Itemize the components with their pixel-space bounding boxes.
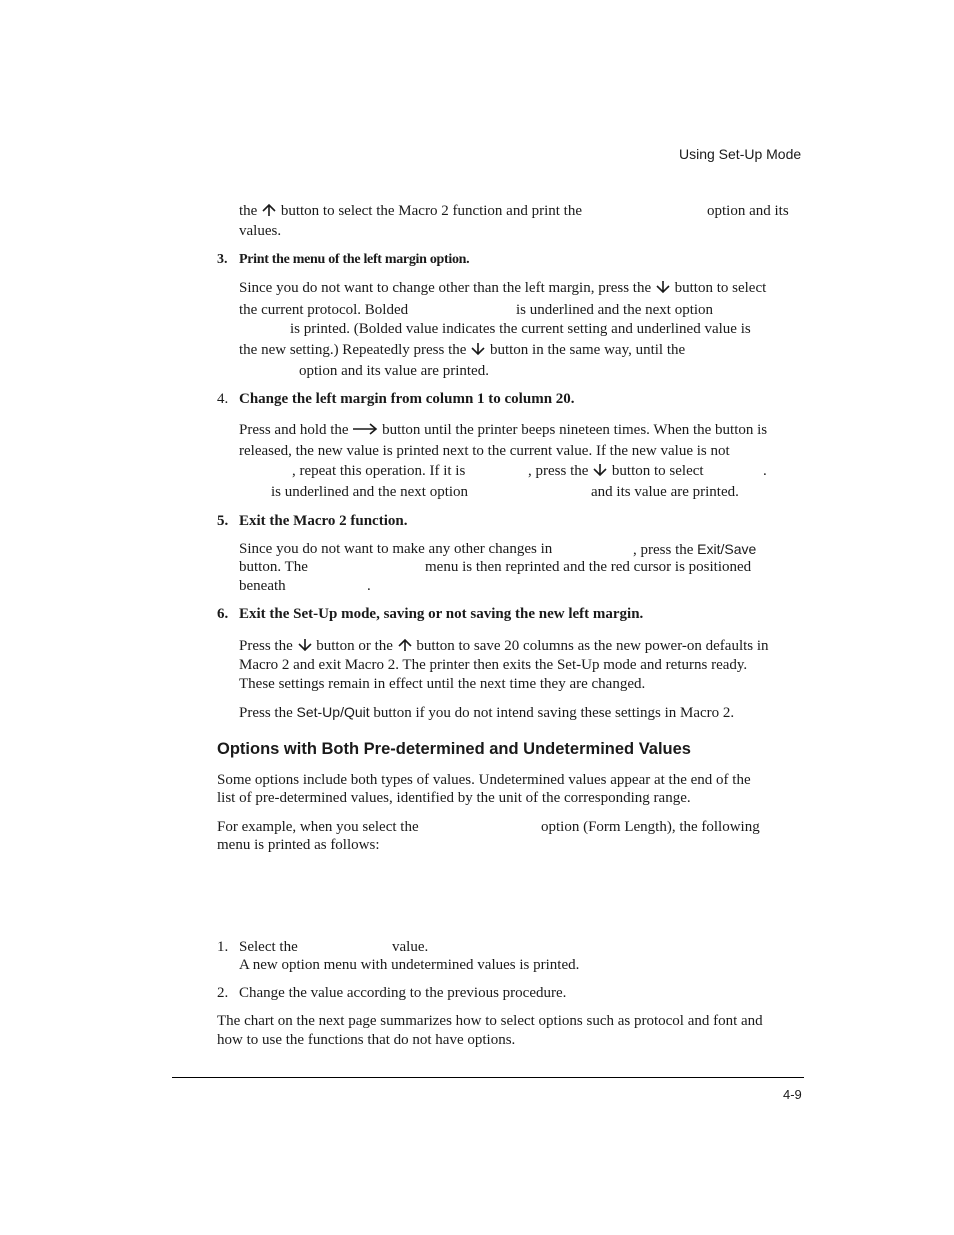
step-5-line-2b: menu is then reprinted and the red cursor is positioned (425, 559, 752, 575)
section-p2-line-2: menu is printed as follows: (217, 837, 380, 853)
step-3-number: 3. (217, 252, 228, 267)
list-item-2: Change the value according to the previous procedure. (239, 985, 567, 1001)
step-3-title: Print the menu of the left margin option. (239, 252, 470, 267)
step-5-number: 5. (217, 513, 229, 529)
step-4-number: 4. (217, 391, 229, 407)
down-arrow-icon (297, 638, 313, 652)
step-4-line-2: released, the new value is printed next to the current value. If the new value is not (239, 443, 730, 459)
step-5-line-1a: Since you do not want to make any other changes in (239, 541, 553, 557)
down-arrow-icon (655, 280, 671, 294)
section-p1-line-2: list of pre-determined values, identified by the unit of the corresponding range. (217, 790, 691, 806)
section-p2-line-1b: option (Form Length), the following (541, 819, 760, 835)
footer-rule (172, 1077, 804, 1078)
section-heading: Options with Both Pre-determined and Undetermined Values (217, 740, 691, 758)
step-3-line-4: the new setting.) Repeatedly press the button in the same way, until the (239, 342, 686, 358)
step-6-paragraph-2: Press the Set-Up/Quit button if you do not intend saving these settings in Macro 2. (239, 704, 735, 721)
section-p3-line-1: The chart on the next page summarizes how to select options such as protocol and font and (217, 1013, 763, 1029)
down-arrow-icon (592, 463, 608, 477)
step-4-line-3b: , press the button to select (528, 463, 704, 479)
list-item-1-a: Select the (239, 939, 298, 955)
step-6-line-1: Press the button or the button to save 20 columns as the new power-on defaults in (239, 638, 769, 654)
step-5-line-2a: button. The (239, 559, 308, 575)
step-5-line-3a: beneath (239, 578, 286, 594)
section-p2-line-1a: For example, when you select the (217, 819, 419, 835)
continued-line-1: the button to select the Macro 2 function and print the (239, 203, 582, 219)
right-arrow-icon (352, 422, 378, 436)
step-3-line-5: option and its value are printed. (299, 363, 489, 379)
step-4-line-4a: is underlined and the next option (271, 484, 469, 500)
step-4-line-3a: , repeat this operation. If it is (292, 463, 466, 479)
continued-line-2: values. (239, 223, 282, 239)
step-4-title: Change the left margin from column 1 to column 20. (239, 391, 575, 407)
step-5-line-3b: . (367, 578, 371, 594)
list-item-2-number: 2. (217, 985, 229, 1001)
step-4-line-3-period: . (763, 463, 767, 479)
step-6-title: Exit the Set-Up mode, saving or not saving the new left margin. (239, 606, 644, 622)
exit-save-key: Exit/Save (697, 541, 757, 557)
step-6-line-2: Macro 2 and exit Macro 2. The printer then exits the Set-Up mode and returns ready. (239, 657, 748, 673)
list-item-1-line-2: A new option menu with undetermined values is printed. (239, 957, 580, 973)
step-6-line-3: These settings remain in effect until the next time they are changed. (239, 676, 646, 692)
page-number: 4-9 (783, 1087, 802, 1102)
set-up-quit-key: Set-Up/Quit (296, 704, 370, 720)
step-6-number: 6. (217, 606, 229, 622)
step-5-title: Exit the Macro 2 function. (239, 513, 408, 529)
section-p1-line-1: Some options include both types of values. Undetermined values appear at the end of the (217, 772, 751, 788)
step-3-line-2a: the current protocol. Bolded (239, 302, 409, 318)
up-arrow-icon (397, 638, 413, 652)
running-header: Using Set-Up Mode (679, 146, 802, 162)
step-3-line-1: Since you do not want to change other than the left margin, press the button to select (239, 280, 767, 296)
section-p3-line-2: how to use the functions that do not have options. (217, 1032, 516, 1048)
step-3-line-2b: is underlined and the next option (516, 302, 714, 318)
step-4-line-4b: and its value are printed. (591, 484, 739, 500)
up-arrow-icon (261, 203, 277, 217)
step-5-line-1b: , press the Exit/Save (633, 541, 757, 558)
down-arrow-icon (470, 342, 486, 356)
step-3-line-3: is printed. (Bolded value indicates the current setting and underlined value is (290, 321, 751, 337)
list-item-1-number: 1. (217, 939, 229, 955)
step-4-line-1: Press and hold the button until the printer beeps nineteen times. When the button is (239, 422, 768, 438)
list-item-1-b: value. (392, 939, 429, 955)
continued-line-1-end: option and its (707, 203, 789, 219)
